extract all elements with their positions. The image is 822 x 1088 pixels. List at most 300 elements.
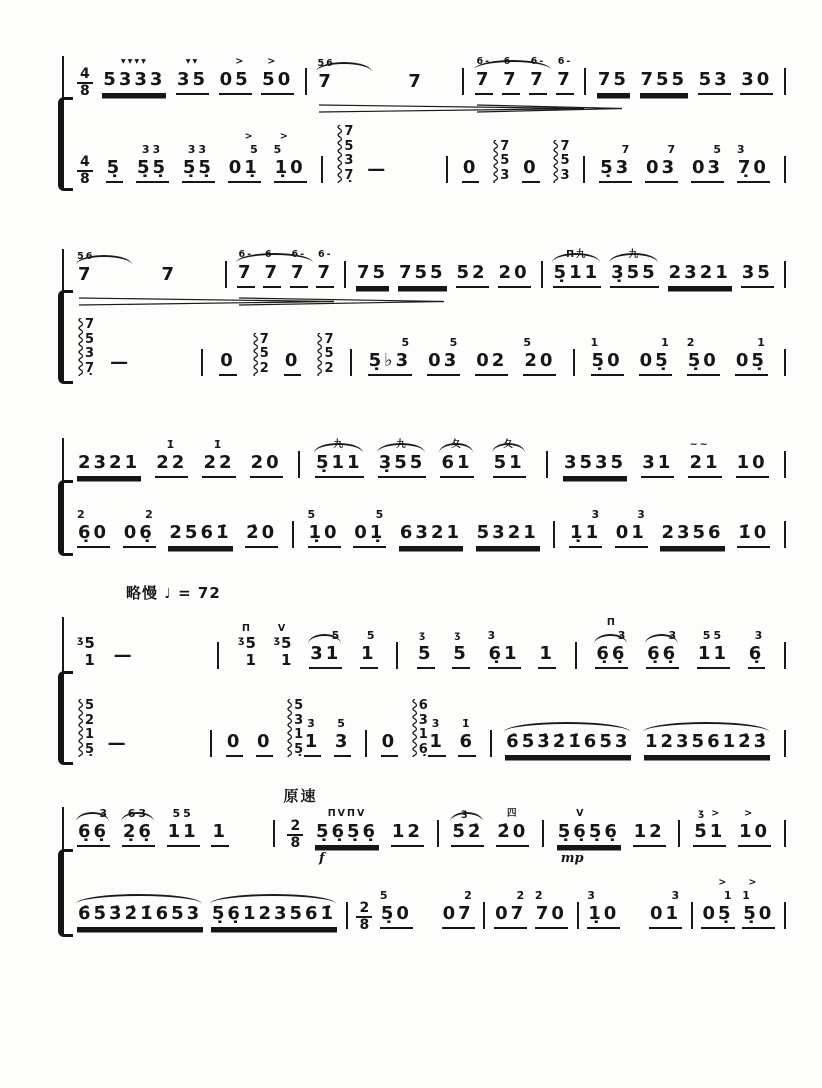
note-digits: 10 xyxy=(736,451,769,478)
ornament-mark: > xyxy=(279,131,301,142)
note-group xyxy=(569,508,602,548)
bow-mark: V xyxy=(277,623,288,634)
slur-arc xyxy=(316,62,372,72)
ornament-mark: > xyxy=(224,56,246,67)
note-group xyxy=(106,156,124,183)
upper-note: 2 xyxy=(145,508,156,521)
barline xyxy=(210,730,212,757)
note-group xyxy=(250,451,283,478)
note-group xyxy=(587,889,620,929)
upper-note: 33 xyxy=(187,143,210,156)
note-digits: 21 xyxy=(688,451,721,478)
barline xyxy=(691,902,693,929)
ornament-mark: 夂 xyxy=(451,439,463,450)
ornament-mark: > xyxy=(233,131,255,142)
ornament-mark: ▾▾ xyxy=(185,56,200,67)
dash: — xyxy=(110,352,132,373)
note-group xyxy=(102,56,166,95)
tremolo-mark: ʒ xyxy=(238,635,245,646)
note-digits: 1 xyxy=(428,730,446,757)
barline xyxy=(344,261,346,288)
chord-note: 3 xyxy=(294,712,304,728)
chord-note: 1 xyxy=(418,727,428,742)
note-group xyxy=(77,451,141,478)
note-group xyxy=(77,251,95,288)
barline xyxy=(437,820,439,847)
note-digits: 1 xyxy=(304,730,322,757)
slur-arc xyxy=(643,722,769,732)
note-group xyxy=(245,521,278,548)
barline xyxy=(577,902,579,929)
note-group xyxy=(202,438,235,478)
note-group xyxy=(211,902,337,929)
note-group xyxy=(693,808,726,847)
note-digits: 5̣6̣123561̇ xyxy=(211,902,337,929)
arpeggio-wavy-line xyxy=(252,333,259,377)
slur-arc xyxy=(210,894,336,904)
upper-note: 3 xyxy=(617,629,629,642)
note-group xyxy=(315,439,364,478)
note-digits: 20 xyxy=(498,261,531,288)
ornament-mark: 6- xyxy=(264,249,280,260)
ornament-mark: > xyxy=(707,877,729,888)
barline xyxy=(678,820,680,847)
note-group xyxy=(304,717,322,757)
ornament-mark: ʒ xyxy=(454,630,468,641)
ornament-mark: 九 xyxy=(333,439,346,450)
upper-note: 5 xyxy=(449,336,461,349)
note-digits: 1̣0 xyxy=(274,156,307,183)
melody-staff-row xyxy=(74,56,790,99)
note-digits: 1 xyxy=(360,642,378,669)
system-1 xyxy=(62,56,792,187)
note-group xyxy=(748,629,766,669)
arpeggio-wavy-line xyxy=(552,140,559,184)
note-group xyxy=(334,717,352,757)
note-stack xyxy=(238,623,256,669)
note-digits: 52 xyxy=(456,261,489,288)
note-group xyxy=(308,508,341,548)
system-2 xyxy=(62,249,792,376)
note-digits: 5̇1 xyxy=(693,820,726,847)
note-group xyxy=(701,877,734,929)
note-digits: 1235612̇3̇ xyxy=(644,730,770,757)
note-group xyxy=(475,349,508,376)
note-digits: 6̇5̇3̇2̇1̇653 xyxy=(77,902,203,929)
note-digits: 30 xyxy=(740,68,773,95)
note-group xyxy=(498,261,531,288)
barline xyxy=(346,902,348,929)
note-digits: 1 xyxy=(538,642,556,669)
upper-note: 5 xyxy=(307,508,319,521)
note-group xyxy=(502,56,520,95)
note-digits: 3535 xyxy=(563,451,627,478)
ornament-mark: 56 xyxy=(77,251,95,262)
note-group xyxy=(644,730,770,757)
note-digits: 06̣ xyxy=(123,521,156,548)
note-digits: 5̣0 xyxy=(380,902,413,929)
note-digits: 22 xyxy=(202,451,235,478)
upper-note: 5 xyxy=(401,336,413,349)
barline xyxy=(542,820,544,847)
chord-note: 5 xyxy=(85,698,95,713)
ornament-mark: 56 xyxy=(317,58,335,69)
note-digits: 5̣0 xyxy=(742,902,775,929)
chord-note: 1 xyxy=(281,651,292,669)
upper-note: 1 xyxy=(742,889,753,902)
note-digits: 5̣3 xyxy=(599,156,632,183)
chord-note: 5 xyxy=(294,698,304,713)
ornament-mark: V xyxy=(576,808,602,819)
chord-note: 1 xyxy=(294,727,304,742)
barline xyxy=(784,902,786,929)
barline xyxy=(490,730,492,757)
note-group xyxy=(353,508,386,548)
ornament-mark: 九 xyxy=(396,439,408,450)
slur-arc xyxy=(504,722,630,732)
tremolo-mark: ʒ xyxy=(77,635,84,646)
barline xyxy=(583,156,585,183)
note-digits: 5 xyxy=(417,642,435,669)
note-digits: 20 xyxy=(523,349,556,376)
barline xyxy=(201,349,203,376)
upper-note: 3 xyxy=(99,807,111,820)
note-group xyxy=(610,249,659,288)
note-group xyxy=(488,629,521,669)
note-digits: 2̇0 xyxy=(496,820,529,847)
note-digits: 7 xyxy=(78,264,94,285)
dash: — xyxy=(107,733,129,754)
duration-dash xyxy=(109,351,132,376)
note-group xyxy=(741,261,774,288)
note-group xyxy=(378,439,427,478)
upper-note: 3 xyxy=(754,629,766,642)
barline xyxy=(462,68,464,95)
ornament-mark: ~~ xyxy=(689,439,721,450)
accomp-staff-row xyxy=(74,877,790,933)
barline xyxy=(553,521,555,548)
upper-note: 1 xyxy=(723,889,735,902)
note-group xyxy=(563,451,627,478)
upper-note: 5 xyxy=(375,508,387,521)
note-group xyxy=(237,249,255,288)
time-signature xyxy=(356,901,372,933)
accomp-staff-row xyxy=(74,318,790,376)
time-signature xyxy=(77,67,93,99)
note-digits: 01 xyxy=(649,902,682,929)
note-digits: 7 xyxy=(263,261,281,288)
note-digits: 7 xyxy=(475,68,493,95)
note-group xyxy=(309,629,342,669)
note-digits: 05̣ xyxy=(701,902,734,929)
time-signature-denominator: 8 xyxy=(290,835,301,851)
chord-note: 5 xyxy=(344,138,354,154)
upper-note: 33 xyxy=(141,143,164,156)
note-group xyxy=(737,521,770,548)
note-digits: 5̣5̣ xyxy=(136,156,169,183)
note-group xyxy=(633,820,666,847)
note-group xyxy=(228,131,261,183)
upper-note: 1̇ xyxy=(166,438,178,451)
note-digits: 7 xyxy=(556,68,574,95)
upper-note: 63 xyxy=(127,807,149,820)
accomp-staff-row xyxy=(74,699,790,757)
tremolo-mark: ʒ xyxy=(273,635,281,646)
arpeggio-wavy-line xyxy=(77,318,84,376)
note-digits: 03 xyxy=(645,156,678,183)
note-group xyxy=(475,56,493,95)
note-group xyxy=(316,249,334,288)
time-signature-denominator: 8 xyxy=(359,917,370,933)
note-digits: 11 xyxy=(167,820,200,847)
note-digits: 5333 xyxy=(102,68,166,95)
note-group xyxy=(697,629,730,669)
note-group xyxy=(735,336,768,376)
note-digits: 5̇2̇ xyxy=(451,820,484,847)
barline xyxy=(784,521,786,548)
note-digits: 07 xyxy=(442,902,475,929)
note-group xyxy=(698,68,731,95)
note-digits: 75 xyxy=(597,68,630,95)
chord xyxy=(411,699,428,757)
note-group xyxy=(640,68,689,95)
upper-note: 3 xyxy=(736,143,748,156)
note-digits: 5321 xyxy=(476,521,540,548)
ornament-mark: ʒ > xyxy=(698,808,722,819)
note-group xyxy=(737,143,770,183)
note-group xyxy=(595,617,628,669)
note-digits: 01̣ xyxy=(228,156,261,183)
ornament-mark: Π九 xyxy=(566,249,588,260)
ornament-mark: 6- xyxy=(238,249,254,260)
time-signature-denominator: 8 xyxy=(80,83,90,99)
upper-note: 1 xyxy=(661,336,672,349)
arpeggio-wavy-line xyxy=(77,699,84,757)
chord-note: 5 xyxy=(281,634,292,652)
upper-note: 5 xyxy=(273,143,285,156)
note-digits: 75 xyxy=(356,261,389,288)
chord-note: 5 xyxy=(245,634,256,652)
note-digits: 12 xyxy=(633,820,666,847)
note-digits: 0 xyxy=(219,349,237,376)
note-group xyxy=(77,807,110,847)
note-digits: 2356 xyxy=(660,521,724,548)
dash: — xyxy=(113,645,135,666)
barline xyxy=(292,521,294,548)
slur-arc xyxy=(76,894,202,904)
bow-mark: Π xyxy=(241,623,252,634)
note-group xyxy=(77,902,203,929)
note-digits: 2561̇ xyxy=(168,521,232,548)
note-digits: 35 xyxy=(176,68,209,95)
note-digits: 6̣1 xyxy=(488,642,521,669)
barline xyxy=(396,642,398,669)
note-group xyxy=(639,336,672,376)
time-signature-numerator: 4 xyxy=(77,67,93,84)
system-5 xyxy=(62,787,792,933)
barline xyxy=(305,68,307,95)
note-group xyxy=(691,143,724,183)
note-digits: 0 xyxy=(381,730,399,757)
note-digits: 20 xyxy=(250,451,283,478)
barline xyxy=(365,730,367,757)
chord-note: 2 xyxy=(85,712,95,728)
note-group xyxy=(523,336,556,376)
note-group xyxy=(136,143,169,183)
chord-note: 7 xyxy=(560,138,570,154)
chord-note: 7 xyxy=(324,331,334,347)
note-group xyxy=(315,808,379,866)
chord xyxy=(77,318,94,376)
note-digits: 1̣0 xyxy=(587,902,620,929)
chord-note: 5̣ xyxy=(85,741,95,757)
time-signature-denominator: 8 xyxy=(80,171,90,187)
note-digits: 07 xyxy=(494,902,527,929)
decrescendo-hairpin xyxy=(477,104,622,113)
upper-note: 3 xyxy=(431,717,443,730)
tempo-label: 原速 xyxy=(283,787,318,805)
time-signature-numerator: 2 xyxy=(356,901,372,918)
chord-note: 5 xyxy=(500,153,510,168)
dash: — xyxy=(367,159,389,180)
note-group xyxy=(182,143,215,183)
duration-dash xyxy=(107,732,130,757)
note-digits: 6321 xyxy=(399,521,463,548)
note-group xyxy=(391,820,424,847)
note-group xyxy=(261,56,294,95)
note-digits: 7 xyxy=(237,261,255,288)
note-group xyxy=(360,629,378,669)
barline xyxy=(483,902,485,929)
note-group xyxy=(493,439,526,478)
barline xyxy=(784,730,786,757)
note-digits: 01 xyxy=(615,521,648,548)
time-signature xyxy=(77,155,93,187)
note-group xyxy=(407,70,425,95)
note-group xyxy=(641,451,674,478)
note-group xyxy=(649,889,682,929)
barline xyxy=(784,349,786,376)
chord xyxy=(316,333,333,377)
barline xyxy=(584,68,586,95)
note-digits: 5̣11 xyxy=(315,451,364,478)
melody-staff-row xyxy=(74,787,790,866)
note-group xyxy=(123,508,156,548)
time-signature-numerator: 4 xyxy=(77,155,93,172)
chord-note: 5̣ xyxy=(294,741,304,757)
note-group xyxy=(646,629,679,669)
note-group xyxy=(161,263,179,288)
upper-note: 5 xyxy=(713,143,724,156)
note-digits: 35 xyxy=(741,261,774,288)
note-group xyxy=(176,56,209,95)
ornament-mark: ▾▾▾▾ xyxy=(120,56,148,67)
note-digits: 7 xyxy=(318,71,334,92)
upper-note: 3 xyxy=(587,889,598,902)
duration-dash xyxy=(366,158,389,183)
note-group xyxy=(645,143,678,183)
tempo-marking xyxy=(62,582,792,617)
note-group xyxy=(380,889,413,929)
chord-note: 2 xyxy=(324,360,334,376)
upper-note: 2̇ xyxy=(534,889,546,902)
note-digits: 5̣0 xyxy=(591,349,624,376)
note-digits: 7 xyxy=(502,68,520,95)
barline xyxy=(350,349,352,376)
note-group xyxy=(462,156,480,183)
note-digits: 7̣0 xyxy=(737,156,770,183)
note-digits: 6̣6̣ xyxy=(77,820,110,847)
note-digits: 2321 xyxy=(77,451,141,478)
note-digits: 11 xyxy=(697,642,730,669)
chord xyxy=(252,333,269,377)
note-digits: 5̣11 xyxy=(553,261,602,288)
upper-note: 3 xyxy=(591,508,603,521)
arpeggio-wavy-line xyxy=(411,699,418,757)
ornament-mark: ΠVΠV xyxy=(327,808,367,819)
note-digits: 6̣ xyxy=(748,642,766,669)
note-digits: 7 xyxy=(161,264,178,285)
note-digits: 7 xyxy=(529,68,547,95)
ornament-mark: 6- xyxy=(476,56,492,67)
note-group xyxy=(368,336,413,376)
note-digits: 3̣55 xyxy=(610,261,659,288)
chord-note: 3 xyxy=(500,167,510,183)
time-signature xyxy=(283,787,318,851)
note-group xyxy=(615,508,648,548)
upper-note: 5 xyxy=(379,889,391,902)
upper-note: 3 xyxy=(671,889,683,902)
chord xyxy=(336,125,353,183)
ornament-mark: 夂 xyxy=(503,439,515,450)
note-group xyxy=(496,808,529,847)
note-group xyxy=(742,877,775,929)
chord-note: 7 xyxy=(500,138,510,154)
barline xyxy=(541,261,543,288)
note-group xyxy=(687,336,720,376)
note-group xyxy=(284,349,302,376)
upper-note: 5 xyxy=(523,336,535,349)
chord xyxy=(552,140,569,184)
note-digits: 755 xyxy=(398,261,447,288)
note-group xyxy=(399,521,463,548)
note-digits: 2̇0 xyxy=(245,521,278,548)
staff-bracket xyxy=(58,97,73,191)
note-group xyxy=(77,508,110,548)
note-group xyxy=(381,730,399,757)
note-group xyxy=(522,156,540,183)
arpeggio-wavy-line xyxy=(286,699,293,757)
note-group xyxy=(591,336,624,376)
chord-note: 2 xyxy=(259,360,269,376)
note-digits: 5̣5̣ xyxy=(182,156,215,183)
barline xyxy=(784,261,786,288)
note-group xyxy=(599,143,632,183)
staff-bracket xyxy=(58,849,73,937)
note-digits: 05̣ xyxy=(639,349,672,376)
note-digits: 02 xyxy=(475,349,508,376)
note-group xyxy=(458,717,476,757)
note-digits: 12 xyxy=(391,820,424,847)
system-3 xyxy=(62,438,792,548)
note-group xyxy=(736,451,769,478)
note-group xyxy=(398,261,447,288)
chord xyxy=(492,140,509,184)
note-digits: 61 xyxy=(440,451,473,478)
barline xyxy=(784,68,786,95)
note-group xyxy=(263,249,281,288)
chord-note: 1 xyxy=(85,727,95,742)
